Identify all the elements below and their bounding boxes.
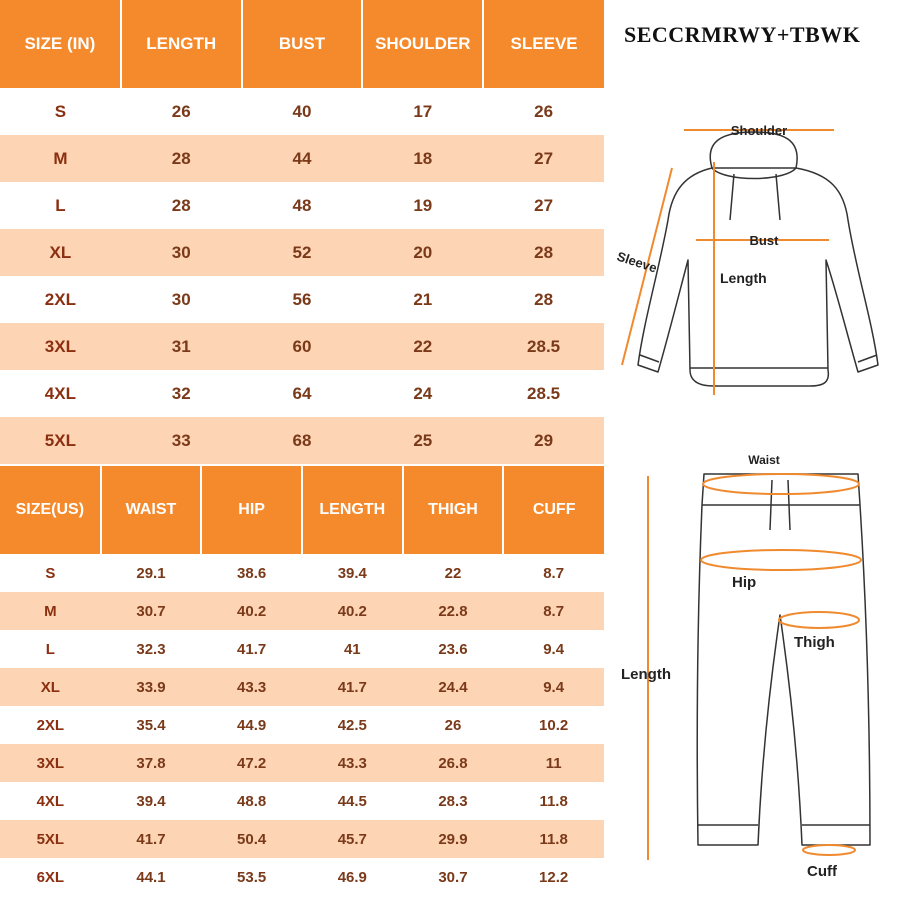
bottom-table-value-cell: 29.9 xyxy=(403,820,504,858)
top-table-value-cell: 48 xyxy=(242,182,363,229)
bottom-table-value-cell: 30.7 xyxy=(403,858,504,896)
bottom-table-value-cell: 29.1 xyxy=(101,554,202,592)
bottom-table-value-cell: 46.9 xyxy=(302,858,403,896)
top-table-value-cell: 28.5 xyxy=(483,370,604,417)
bottom-size-table xyxy=(0,466,604,896)
bottom-table-value-cell: 43.3 xyxy=(302,744,403,782)
bottom-table-value-cell: 41 xyxy=(302,630,403,668)
top-table-value-cell: 30 xyxy=(121,229,242,276)
thigh-label: Thigh xyxy=(794,634,835,651)
bottom-table-value-cell: 37.8 xyxy=(101,744,202,782)
bottom-table-row xyxy=(0,744,604,782)
top-table-body xyxy=(0,88,604,464)
bottom-table-row xyxy=(0,858,604,896)
top-table-value-cell: 52 xyxy=(242,229,363,276)
shoulder-label: Shoulder xyxy=(730,123,788,138)
bottom-table-row xyxy=(0,782,604,820)
top-table-value-cell: 26 xyxy=(121,88,242,135)
bottom-table-value-cell: 11.8 xyxy=(503,820,604,858)
bottom-table-value-cell: 30.7 xyxy=(101,592,202,630)
bottom-table-value-cell: 35.4 xyxy=(101,706,202,744)
bottom-table-value-cell: 8.7 xyxy=(503,592,604,630)
cuff-ring xyxy=(803,845,855,855)
top-table-value-cell: 64 xyxy=(242,370,363,417)
bottom-table-size-cell: 4XL xyxy=(0,782,101,820)
top-table-value-cell: 40 xyxy=(242,88,363,135)
bottom-table-value-cell: 47.2 xyxy=(201,744,302,782)
top-table-header-cell: SLEEVE xyxy=(483,0,604,88)
top-table-value-cell: 21 xyxy=(362,276,483,323)
pants-body xyxy=(697,474,870,845)
bottom-table-value-cell: 26 xyxy=(403,706,504,744)
bottom-table-value-cell: 12.2 xyxy=(503,858,604,896)
waist-label: Waist xyxy=(748,453,780,467)
bottom-table-size-cell: M xyxy=(0,592,101,630)
bottom-table-value-cell: 24.4 xyxy=(403,668,504,706)
top-table-row xyxy=(0,276,604,323)
bottom-table-value-cell: 48.8 xyxy=(201,782,302,820)
top-table-value-cell: 25 xyxy=(362,417,483,464)
bottom-table-row xyxy=(0,554,604,592)
top-table-value-cell: 28 xyxy=(121,135,242,182)
bottom-table-value-cell: 50.4 xyxy=(201,820,302,858)
bottom-table-value-cell: 41.7 xyxy=(302,668,403,706)
top-table-value-cell: 27 xyxy=(483,135,604,182)
bottom-table-size-cell: 3XL xyxy=(0,744,101,782)
bottom-table-value-cell: 10.2 xyxy=(503,706,604,744)
bottom-table-value-cell: 41.7 xyxy=(101,820,202,858)
bottom-table-value-cell: 39.4 xyxy=(302,554,403,592)
top-size-table xyxy=(0,0,604,464)
top-table-value-cell: 20 xyxy=(362,229,483,276)
bottom-table-value-cell: 38.6 xyxy=(201,554,302,592)
top-table-header-cell: LENGTH xyxy=(121,0,242,88)
bottom-table-value-cell: 28.3 xyxy=(403,782,504,820)
top-table-row xyxy=(0,88,604,135)
bottom-table-value-cell: 9.4 xyxy=(503,630,604,668)
top-table-value-cell: 27 xyxy=(483,182,604,229)
bottom-table-row xyxy=(0,706,604,744)
top-table-value-cell: 28 xyxy=(121,182,242,229)
top-table-size-cell: M xyxy=(0,135,121,182)
bottom-table-row xyxy=(0,630,604,668)
top-table-row xyxy=(0,417,604,464)
top-table-row xyxy=(0,370,604,417)
bust-label: Bust xyxy=(749,233,779,248)
bottom-table-value-cell: 43.3 xyxy=(201,668,302,706)
pants-length-label: Length xyxy=(621,666,671,683)
top-table-row xyxy=(0,135,604,182)
top-table-row xyxy=(0,323,604,370)
bottom-table-body xyxy=(0,554,604,896)
bottom-table-header-cell: CUFF xyxy=(503,466,604,554)
bottom-table-value-cell: 26.8 xyxy=(403,744,504,782)
top-table-size-cell: 3XL xyxy=(0,323,121,370)
bottom-table-value-cell: 11.8 xyxy=(503,782,604,820)
bottom-table-value-cell: 41.7 xyxy=(201,630,302,668)
bottom-table-size-cell: 2XL xyxy=(0,706,101,744)
bottom-table-value-cell: 40.2 xyxy=(201,592,302,630)
bottom-table-header-cell: THIGH xyxy=(403,466,504,554)
bottom-table-value-cell: 8.7 xyxy=(503,554,604,592)
bottom-table-value-cell: 11 xyxy=(503,744,604,782)
top-table-header-cell: SHOULDER xyxy=(362,0,483,88)
bottom-table-value-cell: 53.5 xyxy=(201,858,302,896)
top-table-size-cell: L xyxy=(0,182,121,229)
top-table-value-cell: 44 xyxy=(242,135,363,182)
top-table-value-cell: 18 xyxy=(362,135,483,182)
top-table-header-cell: BUST xyxy=(242,0,363,88)
brand-name: SECCRMRWY+TBWK xyxy=(624,22,861,47)
bottom-table-value-cell: 22 xyxy=(403,554,504,592)
hoodie-length-label: Length xyxy=(720,270,767,286)
top-table-value-cell: 60 xyxy=(242,323,363,370)
bottom-table-value-cell: 42.5 xyxy=(302,706,403,744)
top-table-header-cell: SIZE (IN) xyxy=(0,0,121,88)
bottom-table-size-cell: L xyxy=(0,630,101,668)
top-table-value-cell: 29 xyxy=(483,417,604,464)
top-table-size-cell: 2XL xyxy=(0,276,121,323)
bottom-table-value-cell: 9.4 xyxy=(503,668,604,706)
top-table-value-cell: 28 xyxy=(483,276,604,323)
top-table-size-cell: S xyxy=(0,88,121,135)
bottom-table-value-cell: 40.2 xyxy=(302,592,403,630)
top-table-value-cell: 68 xyxy=(242,417,363,464)
top-table-value-cell: 28.5 xyxy=(483,323,604,370)
bottom-table-header-cell: SIZE(US) xyxy=(0,466,101,554)
top-table-value-cell: 30 xyxy=(121,276,242,323)
top-table-row xyxy=(0,182,604,229)
top-table-header-row xyxy=(0,0,604,88)
hoodie-diagram xyxy=(604,110,900,410)
top-table-size-cell: 4XL xyxy=(0,370,121,417)
bottom-table-value-cell: 22.8 xyxy=(403,592,504,630)
pants-diagram xyxy=(604,450,900,890)
top-table-value-cell: 19 xyxy=(362,182,483,229)
top-table-size-cell: XL xyxy=(0,229,121,276)
top-table-row xyxy=(0,229,604,276)
bottom-table-header-cell: LENGTH xyxy=(302,466,403,554)
hip-label: Hip xyxy=(732,574,757,591)
top-table-value-cell: 28 xyxy=(483,229,604,276)
bottom-table-header-cell: HIP xyxy=(201,466,302,554)
bottom-table-header-cell: WAIST xyxy=(101,466,202,554)
top-table-value-cell: 22 xyxy=(362,323,483,370)
top-table-value-cell: 26 xyxy=(483,88,604,135)
top-table-value-cell: 31 xyxy=(121,323,242,370)
top-table-size-cell: 5XL xyxy=(0,417,121,464)
top-table-value-cell: 17 xyxy=(362,88,483,135)
bottom-table-size-cell: S xyxy=(0,554,101,592)
bottom-table-size-cell: 6XL xyxy=(0,858,101,896)
bottom-table-header-row xyxy=(0,466,604,554)
bottom-table-size-cell: XL xyxy=(0,668,101,706)
bottom-table-value-cell: 44.9 xyxy=(201,706,302,744)
sleeve-label: Sleeve xyxy=(615,248,659,276)
bottom-table-row xyxy=(0,592,604,630)
bottom-table-value-cell: 44.1 xyxy=(101,858,202,896)
cuff-label: Cuff xyxy=(807,863,837,880)
top-table-value-cell: 33 xyxy=(121,417,242,464)
bottom-table-value-cell: 33.9 xyxy=(101,668,202,706)
top-table-value-cell: 32 xyxy=(121,370,242,417)
bottom-table-value-cell: 45.7 xyxy=(302,820,403,858)
top-table-value-cell: 56 xyxy=(242,276,363,323)
bottom-table-value-cell: 44.5 xyxy=(302,782,403,820)
bottom-table-value-cell: 23.6 xyxy=(403,630,504,668)
top-table-value-cell: 24 xyxy=(362,370,483,417)
bottom-table-row xyxy=(0,820,604,858)
bottom-table-size-cell: 5XL xyxy=(0,820,101,858)
bottom-table-value-cell: 32.3 xyxy=(101,630,202,668)
bottom-table-value-cell: 39.4 xyxy=(101,782,202,820)
bottom-table-row xyxy=(0,668,604,706)
